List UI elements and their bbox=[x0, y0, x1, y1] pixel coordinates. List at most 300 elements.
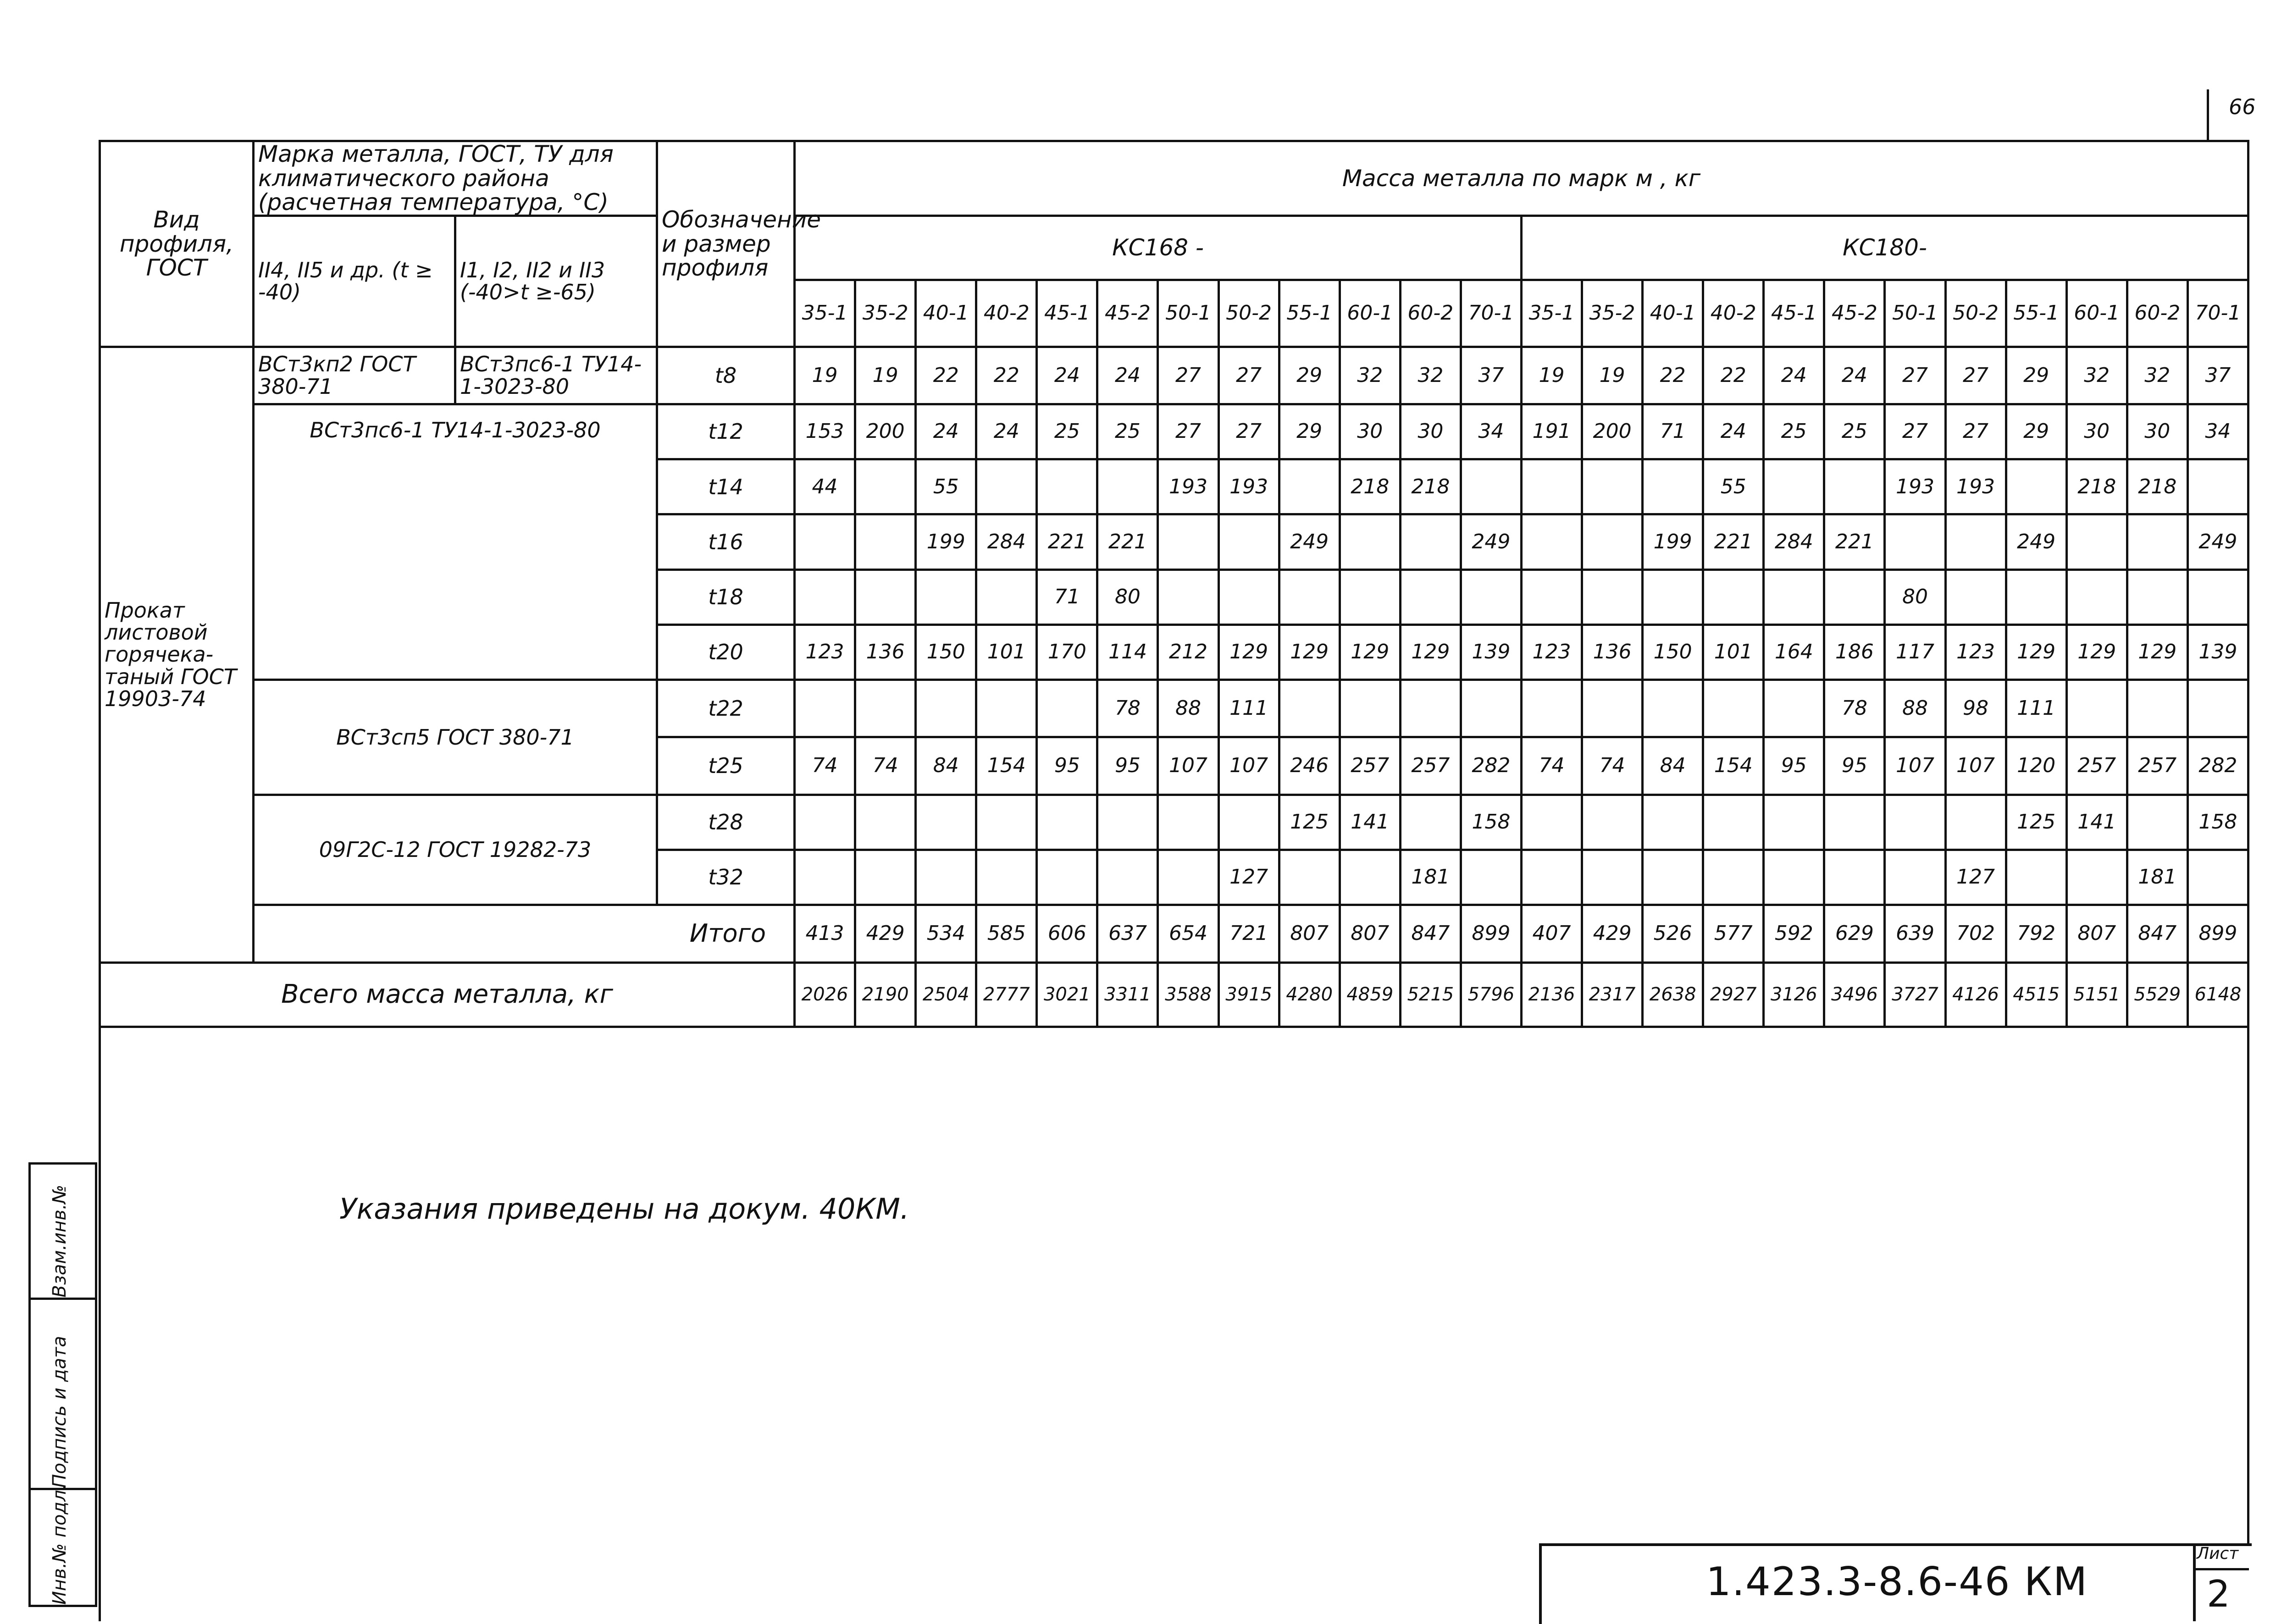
mass-cell: 249 bbox=[2006, 514, 2066, 569]
mass-cell: 154 bbox=[976, 737, 1037, 795]
mass-cell bbox=[1643, 795, 1703, 850]
mass-cell bbox=[1582, 459, 1643, 514]
sheet-number: 2 bbox=[2207, 1573, 2230, 1615]
mass-cell: 129 bbox=[1400, 624, 1461, 679]
mass-cell bbox=[1582, 850, 1643, 905]
subcol-1-50-2: 50-2 bbox=[1218, 280, 1279, 347]
mass-cell bbox=[2127, 569, 2187, 624]
mass-cell bbox=[1158, 795, 1218, 850]
subcol-2-35-2: 35-2 bbox=[1582, 280, 1643, 347]
mass-cell bbox=[1158, 569, 1218, 624]
mass-cell bbox=[1521, 680, 1582, 737]
mass-cell bbox=[1097, 795, 1158, 850]
header-group-1: КС168 - bbox=[795, 215, 1522, 280]
mass-cell: 153 bbox=[795, 404, 855, 459]
mass-cell bbox=[1643, 850, 1703, 905]
mass-cell: 95 bbox=[1097, 737, 1158, 795]
mass-cell: 150 bbox=[916, 624, 976, 679]
subcol-2-60-2: 60-2 bbox=[2127, 280, 2187, 347]
mass-cell: 186 bbox=[1824, 624, 1885, 679]
row-size: t8 bbox=[657, 347, 795, 404]
mass-cell: 27 bbox=[1885, 404, 1945, 459]
mass-cell bbox=[1885, 795, 1945, 850]
mass-cell: 257 bbox=[2127, 737, 2187, 795]
mass-cell bbox=[2187, 680, 2248, 737]
itogo-cell: 407 bbox=[1521, 905, 1582, 962]
mass-cell bbox=[855, 795, 916, 850]
mass-cell: 24 bbox=[1703, 404, 1764, 459]
mass-cell: 123 bbox=[1945, 624, 2006, 679]
mass-cell bbox=[1703, 680, 1764, 737]
mass-cell bbox=[1521, 514, 1582, 569]
mass-cell: 24 bbox=[1037, 347, 1097, 404]
mass-cell: 37 bbox=[1461, 347, 1521, 404]
subcol-1-55-1: 55-1 bbox=[1279, 280, 1340, 347]
mass-cell: 200 bbox=[1582, 404, 1643, 459]
mass-cell: 29 bbox=[1279, 404, 1340, 459]
mass-cell: 29 bbox=[2006, 347, 2066, 404]
mass-cell: 129 bbox=[2127, 624, 2187, 679]
mass-cell bbox=[1764, 795, 1824, 850]
mass-cell: 27 bbox=[1218, 347, 1279, 404]
mass-cell bbox=[1764, 680, 1824, 737]
mass-cell: 95 bbox=[1037, 737, 1097, 795]
row-size: t25 bbox=[657, 737, 795, 795]
mass-cell: 218 bbox=[2066, 459, 2127, 514]
itogo-cell: 534 bbox=[916, 905, 976, 962]
mass-cell bbox=[1218, 569, 1279, 624]
header-mass-title: Масса металла по марк м , кг bbox=[795, 141, 2248, 216]
mass-cell: 164 bbox=[1764, 624, 1824, 679]
mass-cell bbox=[2006, 459, 2066, 514]
mass-cell bbox=[2066, 850, 2127, 905]
mass-cell: 193 bbox=[1945, 459, 2006, 514]
mass-cell bbox=[1703, 795, 1764, 850]
subcol-2-40-2: 40-2 bbox=[1703, 280, 1764, 347]
itogo-cell: 847 bbox=[2127, 905, 2187, 962]
subcol-1-40-2: 40-2 bbox=[976, 280, 1037, 347]
mass-cell: 193 bbox=[1885, 459, 1945, 514]
mass-cell bbox=[1764, 569, 1824, 624]
mass-cell: 19 bbox=[855, 347, 916, 404]
mass-cell: 27 bbox=[1885, 347, 1945, 404]
mass-cell bbox=[2006, 850, 2066, 905]
stamp-replacement-label: Взам.инв.№ bbox=[49, 1184, 70, 1298]
mass-cell: 218 bbox=[2127, 459, 2187, 514]
table-row bbox=[100, 795, 2248, 850]
mass-cell bbox=[2127, 680, 2187, 737]
total-cell: 6148 bbox=[2187, 962, 2248, 1027]
mass-cell bbox=[1158, 514, 1218, 569]
mass-cell: 34 bbox=[2187, 404, 2248, 459]
mass-cell: 199 bbox=[1643, 514, 1703, 569]
mass-cell: 88 bbox=[1885, 680, 1945, 737]
mass-cell: 25 bbox=[1037, 404, 1097, 459]
mass-cell: 27 bbox=[1158, 404, 1218, 459]
itogo-cell: 899 bbox=[1461, 905, 1521, 962]
mass-cell: 199 bbox=[916, 514, 976, 569]
mass-cell bbox=[855, 514, 916, 569]
mass-cell: 19 bbox=[1521, 347, 1582, 404]
group-grade-3: 09Г2С-12 ГОСТ 19282-73 bbox=[254, 795, 657, 905]
row-size: t16 bbox=[657, 514, 795, 569]
mass-cell: 221 bbox=[1037, 514, 1097, 569]
mass-cell bbox=[976, 459, 1037, 514]
total-cell: 4280 bbox=[1279, 962, 1340, 1027]
itogo-cell: 526 bbox=[1643, 905, 1703, 962]
mass-cell bbox=[2127, 795, 2187, 850]
mass-cell bbox=[1037, 850, 1097, 905]
mass-cell bbox=[1279, 569, 1340, 624]
mass-cell bbox=[1037, 795, 1097, 850]
mass-cell bbox=[1521, 459, 1582, 514]
mass-cell: 74 bbox=[1582, 737, 1643, 795]
mass-cell: 246 bbox=[1279, 737, 1340, 795]
mass-cell bbox=[1400, 680, 1461, 737]
group-grade-1: ВСт3пс6-1 ТУ14-1-3023-80 bbox=[254, 404, 657, 679]
mass-cell bbox=[1703, 850, 1764, 905]
total-cell: 2638 bbox=[1643, 962, 1703, 1027]
subcol-2-55-1: 55-1 bbox=[2006, 280, 2066, 347]
mass-cell bbox=[1097, 459, 1158, 514]
mass-cell: 30 bbox=[1340, 404, 1400, 459]
itogo-cell: 654 bbox=[1158, 905, 1218, 962]
mass-cell: 129 bbox=[1340, 624, 1400, 679]
mass-cell: 19 bbox=[795, 347, 855, 404]
sheet-box-divider bbox=[2193, 1568, 2249, 1570]
mass-cell bbox=[1521, 569, 1582, 624]
total-cell: 3727 bbox=[1885, 962, 1945, 1027]
row-grade-a: ВСт3кп2 ГОСТ 380-71 bbox=[254, 347, 455, 404]
subcol-1-50-1: 50-1 bbox=[1158, 280, 1218, 347]
frame-right-border bbox=[2247, 1028, 2249, 1543]
mass-cell: 74 bbox=[795, 737, 855, 795]
total-cell: 5151 bbox=[2066, 962, 2127, 1027]
mass-cell: 22 bbox=[976, 347, 1037, 404]
mass-cell: 257 bbox=[1340, 737, 1400, 795]
mass-cell bbox=[795, 680, 855, 737]
table-row bbox=[100, 347, 2248, 404]
itogo-cell: 807 bbox=[1279, 905, 1340, 962]
mass-cell: 32 bbox=[2127, 347, 2187, 404]
mass-cell bbox=[855, 569, 916, 624]
mass-cell: 129 bbox=[2006, 624, 2066, 679]
itogo-cell: 702 bbox=[1945, 905, 2006, 962]
mass-cell: 136 bbox=[855, 624, 916, 679]
table-row bbox=[100, 404, 2248, 459]
mass-cell: 74 bbox=[1521, 737, 1582, 795]
group-grade-2: ВСт3сп5 ГОСТ 380-71 bbox=[254, 680, 657, 795]
total-cell: 4126 bbox=[1945, 962, 2006, 1027]
mass-cell bbox=[916, 569, 976, 624]
mass-cell bbox=[1037, 680, 1097, 737]
mass-cell bbox=[1582, 795, 1643, 850]
total-cell: 2777 bbox=[976, 962, 1037, 1027]
total-cell: 2026 bbox=[795, 962, 855, 1027]
total-cell: 5796 bbox=[1461, 962, 1521, 1027]
mass-cell: 32 bbox=[1340, 347, 1400, 404]
mass-cell bbox=[916, 850, 976, 905]
mass-cell: 170 bbox=[1037, 624, 1097, 679]
mass-cell bbox=[916, 680, 976, 737]
itogo-cell: 429 bbox=[855, 905, 916, 962]
mass-cell bbox=[1945, 514, 2006, 569]
stamp-signature-label: Подпись и дата bbox=[49, 1336, 70, 1488]
mass-cell bbox=[1643, 569, 1703, 624]
mass-cell bbox=[2127, 514, 2187, 569]
mass-cell bbox=[1461, 459, 1521, 514]
row-size: t18 bbox=[657, 569, 795, 624]
mass-cell: 200 bbox=[855, 404, 916, 459]
mass-cell: 129 bbox=[2066, 624, 2127, 679]
mass-cell: 221 bbox=[1703, 514, 1764, 569]
mass-cell: 218 bbox=[1400, 459, 1461, 514]
mass-cell: 284 bbox=[976, 514, 1037, 569]
mass-cell bbox=[1461, 569, 1521, 624]
subcol-2-70-1: 70-1 bbox=[2187, 280, 2248, 347]
mass-cell bbox=[795, 514, 855, 569]
mass-cell: 114 bbox=[1097, 624, 1158, 679]
total-cell: 3126 bbox=[1764, 962, 1824, 1027]
row-grade-b: ВСт3пс6-1 ТУ14-1-3023-80 bbox=[455, 347, 657, 404]
mass-cell: 22 bbox=[1703, 347, 1764, 404]
mass-cell: 141 bbox=[2066, 795, 2127, 850]
subcol-2-60-1: 60-1 bbox=[2066, 280, 2127, 347]
mass-cell bbox=[2066, 514, 2127, 569]
mass-cell: 98 bbox=[1945, 680, 2006, 737]
mass-cell bbox=[1400, 795, 1461, 850]
mass-cell: 24 bbox=[1764, 347, 1824, 404]
mass-cell: 95 bbox=[1824, 737, 1885, 795]
itogo-cell: 592 bbox=[1764, 905, 1824, 962]
subcol-1-70-1: 70-1 bbox=[1461, 280, 1521, 347]
itogo-cell: 639 bbox=[1885, 905, 1945, 962]
itogo-cell: 585 bbox=[976, 905, 1037, 962]
mass-cell: 107 bbox=[1158, 737, 1218, 795]
mass-cell: 44 bbox=[795, 459, 855, 514]
mass-cell: 158 bbox=[2187, 795, 2248, 850]
mass-cell bbox=[1461, 680, 1521, 737]
mass-table bbox=[99, 140, 2249, 1028]
mass-cell: 55 bbox=[1703, 459, 1764, 514]
mass-cell bbox=[2066, 680, 2127, 737]
stamp-cell-replacement bbox=[28, 1162, 97, 1300]
mass-cell: 127 bbox=[1945, 850, 2006, 905]
subcol-1-45-2: 45-2 bbox=[1097, 280, 1158, 347]
mass-cell bbox=[1945, 569, 2006, 624]
total-cell: 2190 bbox=[855, 962, 916, 1027]
mass-cell: 249 bbox=[2187, 514, 2248, 569]
mass-cell: 111 bbox=[2006, 680, 2066, 737]
total-row bbox=[100, 962, 2248, 1027]
mass-cell: 25 bbox=[1764, 404, 1824, 459]
itogo-cell: 792 bbox=[2006, 905, 2066, 962]
mass-cell bbox=[1400, 569, 1461, 624]
itogo-row bbox=[100, 905, 2248, 962]
mass-cell: 125 bbox=[2006, 795, 2066, 850]
page-number-divider bbox=[2207, 89, 2209, 140]
mass-cell: 30 bbox=[1400, 404, 1461, 459]
itogo-cell: 637 bbox=[1097, 905, 1158, 962]
mass-cell bbox=[976, 569, 1037, 624]
mass-cell: 193 bbox=[1218, 459, 1279, 514]
mass-cell bbox=[1279, 850, 1340, 905]
mass-cell bbox=[855, 680, 916, 737]
side-stamp bbox=[28, 1162, 97, 1607]
total-cell: 2136 bbox=[1521, 962, 1582, 1027]
mass-cell: 154 bbox=[1703, 737, 1764, 795]
mass-cell: 127 bbox=[1218, 850, 1279, 905]
itogo-cell: 807 bbox=[2066, 905, 2127, 962]
mass-cell: 32 bbox=[2066, 347, 2127, 404]
page-number: 66 bbox=[2229, 94, 2256, 119]
itogo-cell: 606 bbox=[1037, 905, 1097, 962]
stamp-inventory-label: Инв.№ подл. bbox=[49, 1484, 70, 1605]
mass-cell bbox=[1521, 850, 1582, 905]
subcol-2-45-2: 45-2 bbox=[1824, 280, 1885, 347]
mass-cell: 257 bbox=[2066, 737, 2127, 795]
itogo-cell: 413 bbox=[795, 905, 855, 962]
row-size: t32 bbox=[657, 850, 795, 905]
mass-cell bbox=[1340, 680, 1400, 737]
itogo-cell: 629 bbox=[1824, 905, 1885, 962]
mass-cell: 249 bbox=[1461, 514, 1521, 569]
itogo-cell: 847 bbox=[1400, 905, 1461, 962]
row-size: t12 bbox=[657, 404, 795, 459]
mass-cell bbox=[1582, 514, 1643, 569]
mass-cell: 101 bbox=[976, 624, 1037, 679]
mass-cell: 221 bbox=[1097, 514, 1158, 569]
mass-cell: 29 bbox=[1279, 347, 1340, 404]
subcol-2-50-2: 50-2 bbox=[1945, 280, 2006, 347]
mass-cell: 282 bbox=[1461, 737, 1521, 795]
mass-cell bbox=[855, 459, 916, 514]
subcol-1-60-1: 60-1 bbox=[1340, 280, 1400, 347]
mass-cell bbox=[795, 569, 855, 624]
mass-cell: 78 bbox=[1824, 680, 1885, 737]
total-cell: 5529 bbox=[2127, 962, 2187, 1027]
mass-cell: 218 bbox=[1340, 459, 1400, 514]
mass-cell: 22 bbox=[916, 347, 976, 404]
total-label: Всего масса металла, кг bbox=[100, 962, 795, 1027]
mass-cell: 141 bbox=[1340, 795, 1400, 850]
mass-cell: 37 bbox=[2187, 347, 2248, 404]
mass-cell: 111 bbox=[1218, 680, 1279, 737]
frame-left-border bbox=[99, 1028, 101, 1621]
mass-cell bbox=[1461, 850, 1521, 905]
total-cell: 3915 bbox=[1218, 962, 1279, 1027]
mass-cell bbox=[1643, 680, 1703, 737]
mass-cell bbox=[1340, 569, 1400, 624]
mass-cell bbox=[1764, 459, 1824, 514]
mass-cell: 27 bbox=[1945, 347, 2006, 404]
mass-cell: 84 bbox=[1643, 737, 1703, 795]
mass-cell bbox=[1097, 850, 1158, 905]
mass-cell bbox=[855, 850, 916, 905]
mass-cell bbox=[1340, 850, 1400, 905]
mass-cell: 249 bbox=[1279, 514, 1340, 569]
mass-cell: 24 bbox=[916, 404, 976, 459]
subcol-2-40-1: 40-1 bbox=[1643, 280, 1703, 347]
mass-cell bbox=[1218, 514, 1279, 569]
mass-cell: 27 bbox=[1158, 347, 1218, 404]
subcol-2-50-1: 50-1 bbox=[1885, 280, 1945, 347]
mass-cell: 158 bbox=[1461, 795, 1521, 850]
mass-cell bbox=[1824, 569, 1885, 624]
mass-cell: 257 bbox=[1400, 737, 1461, 795]
mass-cell bbox=[1158, 850, 1218, 905]
mass-cell: 123 bbox=[1521, 624, 1582, 679]
mass-cell bbox=[1218, 795, 1279, 850]
mass-cell: 139 bbox=[1461, 624, 1521, 679]
mass-cell: 212 bbox=[1158, 624, 1218, 679]
mass-cell: 136 bbox=[1582, 624, 1643, 679]
itogo-cell: 899 bbox=[2187, 905, 2248, 962]
mass-cell bbox=[1885, 514, 1945, 569]
mass-cell: 125 bbox=[1279, 795, 1340, 850]
mass-cell bbox=[795, 795, 855, 850]
total-cell: 3021 bbox=[1037, 962, 1097, 1027]
mass-cell bbox=[1703, 569, 1764, 624]
mass-cell bbox=[1279, 459, 1340, 514]
row-size: t28 bbox=[657, 795, 795, 850]
header-grade-sub1: II4, II5 и др. (t ≥ -40) bbox=[254, 215, 455, 347]
itogo-cell: 807 bbox=[1340, 905, 1400, 962]
row-size: t22 bbox=[657, 680, 795, 737]
itogo-label: Итого bbox=[254, 905, 795, 962]
mass-cell bbox=[1340, 514, 1400, 569]
mass-cell bbox=[1885, 850, 1945, 905]
document-number: 1.423.3-8.6-46 КМ bbox=[1706, 1559, 2088, 1605]
mass-cell: 25 bbox=[1824, 404, 1885, 459]
mass-cell: 27 bbox=[1218, 404, 1279, 459]
mass-cell: 191 bbox=[1521, 404, 1582, 459]
header-grade: Марка металла, ГОСТ, ТУ для климатического района (расчетная температура, °C) bbox=[254, 141, 657, 216]
mass-cell bbox=[1824, 459, 1885, 514]
subcol-1-60-2: 60-2 bbox=[1400, 280, 1461, 347]
profile-label: Прокат листовой горячека-таный ГОСТ 19903-74 bbox=[100, 347, 254, 962]
mass-cell: 282 bbox=[2187, 737, 2248, 795]
header-grade-sub2: I1, I2, II2 и II3 (-40>t ≥-65) bbox=[455, 215, 657, 347]
mass-cell: 129 bbox=[1218, 624, 1279, 679]
mass-cell bbox=[2187, 569, 2248, 624]
mass-cell: 193 bbox=[1158, 459, 1218, 514]
mass-cell: 123 bbox=[795, 624, 855, 679]
mass-cell: 95 bbox=[1764, 737, 1824, 795]
itogo-cell: 577 bbox=[1703, 905, 1764, 962]
mass-cell bbox=[1582, 569, 1643, 624]
mass-cell bbox=[1279, 680, 1340, 737]
itogo-cell: 429 bbox=[1582, 905, 1643, 962]
mass-cell: 84 bbox=[916, 737, 976, 795]
mass-cell: 80 bbox=[1097, 569, 1158, 624]
stamp-cell-signature bbox=[28, 1298, 97, 1490]
mass-cell bbox=[1643, 459, 1703, 514]
mass-cell: 88 bbox=[1158, 680, 1218, 737]
total-cell: 2504 bbox=[916, 962, 976, 1027]
mass-cell: 71 bbox=[1037, 569, 1097, 624]
subcol-1-45-1: 45-1 bbox=[1037, 280, 1097, 347]
mass-cell bbox=[795, 850, 855, 905]
mass-cell: 32 bbox=[1400, 347, 1461, 404]
row-size: t20 bbox=[657, 624, 795, 679]
subcol-1-35-2: 35-2 bbox=[855, 280, 916, 347]
mass-cell: 24 bbox=[1824, 347, 1885, 404]
mass-cell bbox=[2066, 569, 2127, 624]
mass-cell bbox=[1764, 850, 1824, 905]
total-cell: 3496 bbox=[1824, 962, 1885, 1027]
mass-cell bbox=[1824, 850, 1885, 905]
